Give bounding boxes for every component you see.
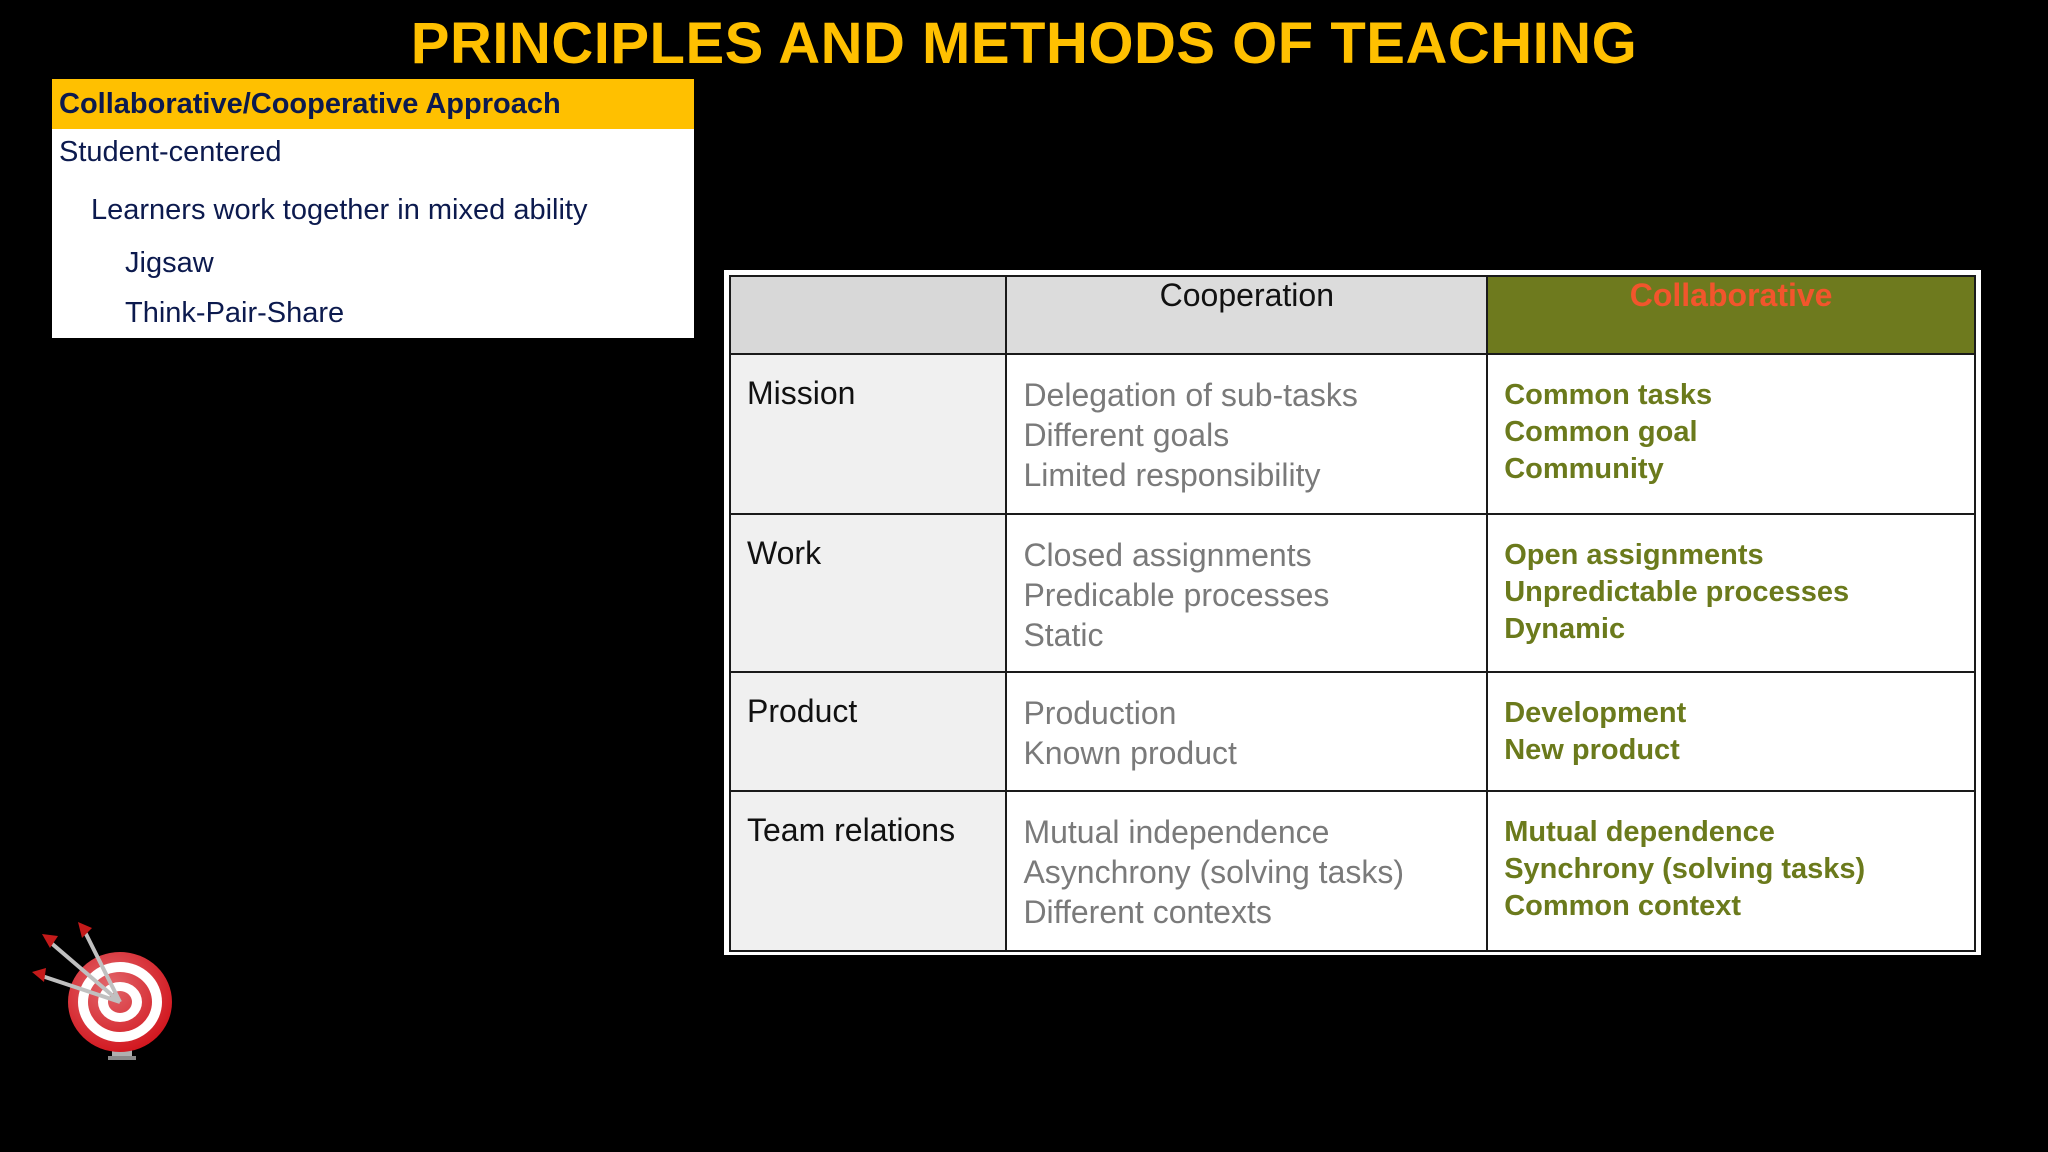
row-label-product: Product [730,672,1006,791]
table-row [730,791,1975,951]
collaborative-line: Synchrony (solving tasks) [1504,853,1866,885]
collaborative-line: Common tasks [1504,379,1713,411]
row-label-team-relations: Team relations [730,791,1006,951]
cooperation-line: Closed assignments [1023,537,1312,573]
cooperation-cell [1006,672,1487,791]
cooperation-cell [1006,791,1487,951]
slide-title: PRINCIPLES AND METHODS OF TEACHING [410,11,1638,76]
comparison-table [729,275,1976,952]
header-collaborative: Collaborative [1487,276,1975,354]
collaborative-cell [1487,672,1975,791]
approach-line-student-centered: Student-centered [59,136,282,168]
approach-line-mixed-ability: Learners work together in mixed ability [91,194,588,226]
approach-line-think-pair-share: Think-Pair-Share [125,297,345,329]
collaborative-line: Common context [1504,890,1742,922]
table-row [730,354,1975,514]
header-blank-cell [730,276,1006,354]
table-row [730,672,1975,791]
row-label-work: Work [730,514,1006,672]
collaborative-line: Common goal [1504,416,1698,448]
cooperation-line: Asynchrony (solving tasks) [1023,854,1405,890]
collaborative-line: New product [1504,734,1680,766]
collaborative-line: Unpredictable processes [1504,576,1850,608]
cooperation-line: Limited responsibility [1023,457,1321,493]
cooperation-line: Static [1023,617,1104,653]
cooperation-cell [1006,354,1487,514]
cooperation-line: Different contexts [1023,894,1272,930]
collaborative-line: Open assignments [1504,539,1764,571]
cooperation-line: Production [1023,695,1177,731]
collaborative-cell [1487,514,1975,672]
cooperation-line: Known product [1023,735,1237,771]
cooperation-cell [1006,514,1487,672]
cooperation-line: Predicable processes [1023,577,1330,613]
table-row [730,514,1975,672]
collaborative-line: Community [1504,453,1664,485]
collaborative-line: Mutual dependence [1504,816,1775,848]
cooperation-line: Different goals [1023,417,1230,453]
target-with-darts-icon [28,920,188,1070]
collaborative-cell [1487,354,1975,514]
collaborative-line: Development [1504,697,1687,729]
cooperation-line: Delegation of sub-tasks [1023,377,1358,413]
collaborative-line: Dynamic [1504,613,1626,645]
header-cooperation: Cooperation [1006,276,1487,354]
approach-header: Collaborative/Cooperative Approach [52,79,694,129]
table-header-row [730,276,1975,354]
row-label-mission: Mission [730,354,1006,514]
approach-box [52,79,694,338]
cooperation-line: Mutual independence [1023,814,1330,850]
approach-line-jigsaw: Jigsaw [125,247,214,279]
collaborative-cell [1487,791,1975,951]
comparison-table-frame [724,270,1981,955]
